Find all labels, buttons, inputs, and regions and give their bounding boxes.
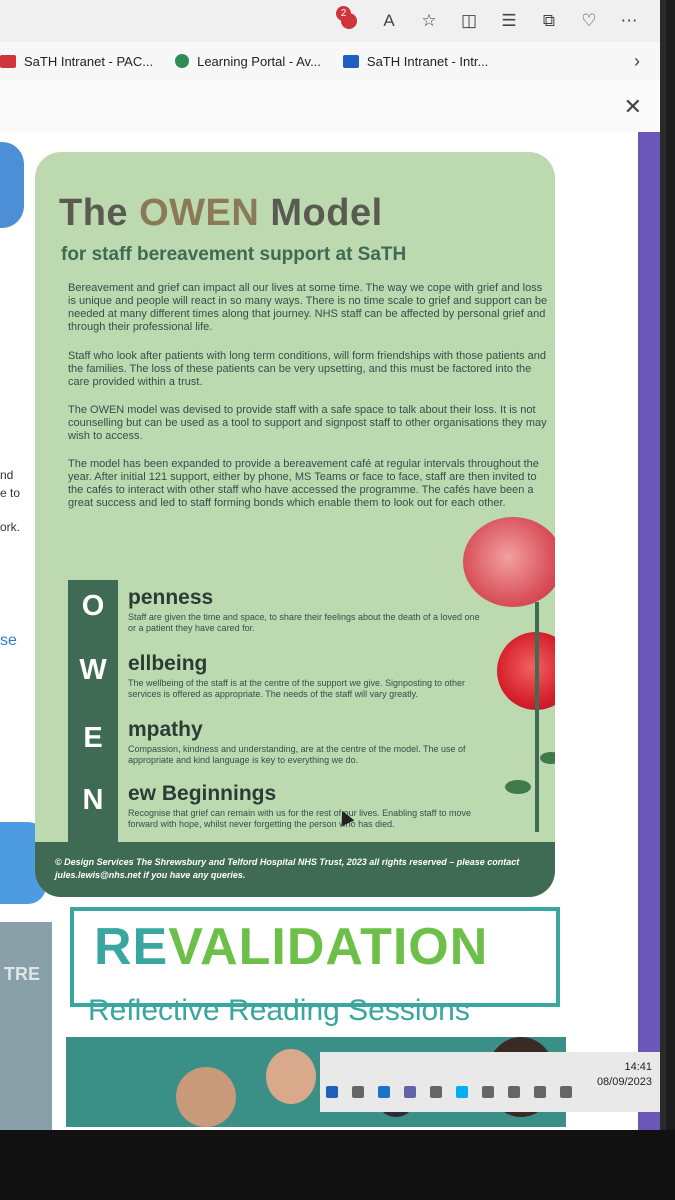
side-card-shape [0, 142, 24, 228]
letter-n: N [68, 780, 118, 820]
chevron-right-icon[interactable]: › [634, 51, 640, 71]
owen-item-new-beginnings [128, 782, 488, 830]
favorite-link-0[interactable] [0, 54, 153, 69]
browser-toolbar [0, 0, 660, 42]
favorite-site-icon [343, 55, 359, 68]
left-partial-image [0, 922, 52, 1130]
owen-item-wellbeing [128, 652, 488, 700]
side-text-fragment: ork. [0, 520, 21, 534]
poster-paragraph: The OWEN model was devised to provide staff with a safe space to talk about their loss. It is not counselling but can be used as a tool to support and signpost staff to other organisations they may wish to access. [68, 404, 547, 442]
favorites-list-icon[interactable]: ☰ [501, 11, 517, 30]
poster-paragraph: The model has been expanded to provide a bereavement café at regular intervals throughout the year. After initial 121 support, either by phone, MS Teams or face to face, staff are then invited to the cafés to interact with other staff who have accessed the programme. The cafés have been a great success and led to staff forming bonds which enable them to look out for each other. [68, 458, 539, 509]
title-highlight: OWEN [139, 192, 260, 234]
poster-paragraph: Bereavement and grief can impact all our lives at some time. The way we cope with grief and loss is unique and people will react in so many ways. There is no time scale to grief and support can be needed at many different times along that journey. NHS staff can be affected by personal grief and through their professional life. [68, 282, 548, 333]
revalidation-subtitle: Reflective Reading Sessions [88, 994, 470, 1027]
security-icon[interactable] [482, 1086, 494, 1098]
person-head [266, 1049, 316, 1104]
rose-leaf [540, 752, 555, 764]
revalidation-title-part1: RE [94, 918, 169, 976]
revalidation-title-part2: VALIDATION [168, 918, 489, 976]
favorite-link-1[interactable] [175, 54, 321, 69]
letter-e: E [68, 718, 118, 758]
favorite-site-icon [0, 55, 16, 68]
mail-icon[interactable] [352, 1086, 364, 1098]
volume-icon[interactable] [560, 1086, 572, 1098]
person-head [176, 1067, 236, 1127]
red-rose-image [497, 632, 555, 710]
owen-heading: ellbeing [128, 652, 208, 675]
favorite-label: SaTH Intranet - Intr... [366, 53, 489, 69]
left-partial-text: TRE [4, 964, 40, 984]
revalidation-banner[interactable] [70, 907, 560, 1007]
letter-o: O [68, 586, 118, 626]
favorites-bar [0, 42, 660, 80]
side-link-fragment[interactable]: se [0, 632, 17, 649]
owen-description: Recognise that grief can remain with us for the rest of our lives. Enabling staff to move forward with hope, whilst never forgetting the person who has died. [128, 808, 472, 829]
notifications-badge: 2 [336, 6, 351, 21]
system-clock[interactable] [597, 1060, 652, 1090]
health-icon[interactable]: ♡ [581, 11, 597, 30]
split-screen-icon[interactable]: ◫ [460, 11, 478, 30]
revalidation-title [94, 917, 488, 977]
side-text-fragment: nd [0, 468, 14, 482]
favorite-label: SaTH Intranet - PAC... [24, 53, 154, 69]
poster-subtitle: for staff bereavement support at SaTH [61, 244, 407, 265]
read-aloud-icon[interactable]: A [383, 11, 395, 30]
skype-icon[interactable] [456, 1086, 468, 1098]
outlook-icon[interactable] [378, 1086, 390, 1098]
poster-footer: © Design Services The Shrewsbury and Telford Hospital NHS Trust, 2023 all rights reserved – please contact jules.lewis@nhs.net if you have any queries. [35, 842, 555, 897]
favorite-label: Learning Portal - Av... [197, 53, 321, 69]
clock-date: 08/09/2023 [596, 1076, 652, 1088]
owen-heading: mpathy [128, 718, 203, 741]
favorite-site-icon [175, 54, 189, 68]
title-prefix: The [59, 192, 140, 234]
owen-item-empathy [128, 718, 488, 766]
panel-header [0, 80, 660, 133]
side-scroll-accent [638, 132, 660, 1130]
teams-icon[interactable] [404, 1086, 416, 1098]
nhs-app-icon[interactable] [326, 1086, 338, 1098]
owen-item-openness [128, 586, 488, 634]
page-content [0, 132, 660, 1130]
rose-stem [535, 602, 539, 832]
taskbar-tray [326, 1086, 572, 1098]
poster-paragraph: Staff who look after patients with long term conditions, will form friendships with those patients and the families. The loss of these patients can be very upsetting, and this must be factored into the care provided within a trust. [68, 350, 546, 388]
poster-title [59, 192, 383, 235]
favorite-link-2[interactable] [343, 54, 488, 69]
usb-icon[interactable] [508, 1086, 520, 1098]
owen-description: The wellbeing of the staff is at the centre of the support we give. Signposting to other services is offered as appropriate. The needs of the staff will vary greatly. [128, 678, 466, 699]
clock-time: 14:41 [624, 1061, 652, 1073]
app-icon[interactable] [430, 1086, 442, 1098]
rose-leaf [505, 780, 531, 794]
letter-w: W [68, 650, 118, 690]
owen-description: Staff are given the time and space, to share their feelings about the death of a loved one or a patient they have cared for. [128, 612, 480, 633]
network-icon[interactable] [534, 1086, 546, 1098]
more-menu-icon[interactable]: ⋯ [620, 11, 638, 30]
collections-icon[interactable]: ⧉ [542, 11, 556, 30]
windows-taskbar [320, 1052, 660, 1112]
owen-description: Compassion, kindness and understanding, are at the centre of the model. The use of appropriate and kind language is key to everything we do. [128, 744, 466, 765]
favorite-star-icon[interactable]: ☆ [421, 11, 437, 30]
owen-letter-column [68, 580, 118, 842]
owen-heading: penness [128, 586, 214, 609]
side-text-fragment: e to [0, 486, 21, 500]
title-suffix: Model [259, 192, 383, 234]
monitor-bezel [0, 1130, 675, 1200]
owen-model-poster [35, 152, 555, 897]
close-icon[interactable]: ✕ [623, 94, 642, 119]
owen-heading: ew Beginnings [128, 782, 277, 805]
notifications-icon[interactable] [338, 10, 360, 32]
